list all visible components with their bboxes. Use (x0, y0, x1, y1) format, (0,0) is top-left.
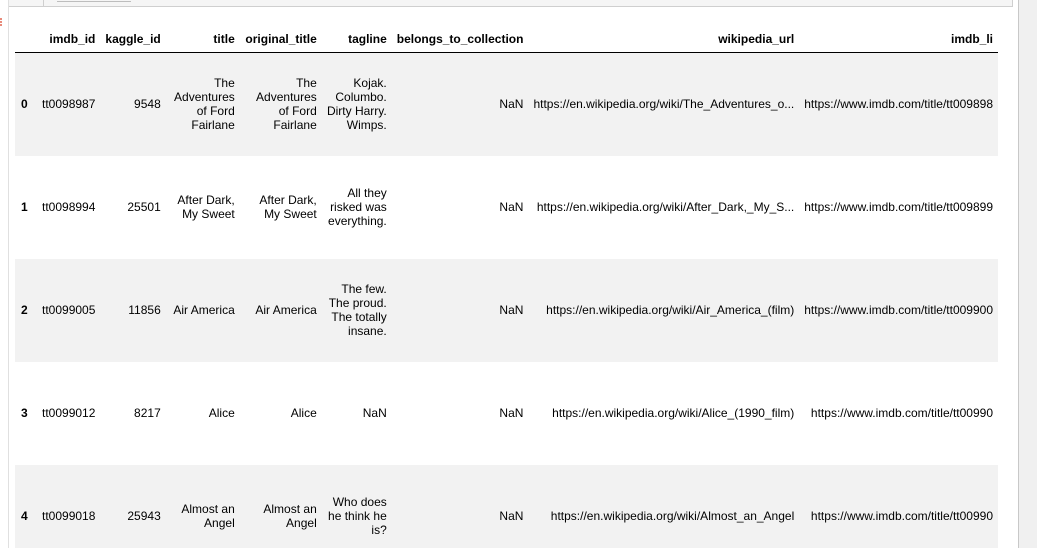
table-row (15, 465, 998, 548)
cell-original-title-text: After Dark, My Sweet (259, 193, 317, 221)
header-index (15, 30, 37, 53)
cell-kaggle-id: 11856 (128, 303, 161, 317)
cell-collection: NaN (499, 97, 524, 112)
cell-original-title-text: Almost an Angel (263, 502, 317, 530)
cell-collection: NaN (499, 303, 524, 317)
cell-wikipedia-url: https://en.wikipedia.org/wiki/Air_America_(film) (546, 303, 795, 317)
cell-title-text: Almost an Angel (181, 502, 235, 530)
cell-wikipedia-url: https://en.wikipedia.org/wiki/Almost_an_Angel (550, 509, 795, 523)
cell-imdb-id: tt0099018 (42, 509, 96, 523)
cell-imdb-link: https://www.imdb.com/title/tt009899 (804, 200, 994, 214)
header-tagline: tagline (322, 30, 392, 53)
cell-title-text: The Adventures of Ford Fairlane (174, 76, 235, 133)
cell-title-text: Alice (208, 406, 235, 420)
header-title: title (166, 30, 240, 53)
table-row (15, 362, 998, 465)
cell-tagline-text: Kojak. Columbo. Dirty Harry. Wimps. (326, 76, 387, 133)
cell-imdb-link: https://www.imdb.com/title/tt009898 (804, 97, 994, 112)
cell-imdb-id: tt0098994 (42, 200, 96, 214)
header-imdb-id: imdb_id (37, 30, 100, 53)
cell-title-text: Air America (173, 303, 235, 317)
header-wikipedia-url: wikipedia_url (528, 30, 799, 53)
cell-title (166, 156, 240, 259)
cell-title (166, 53, 240, 156)
cell-original-title-text: Air America (255, 303, 317, 317)
cell-title-text: After Dark, My Sweet (177, 193, 235, 221)
row-index: 1 (21, 200, 28, 214)
cell-tagline (322, 362, 392, 465)
header-row (15, 30, 998, 53)
dataframe-table (15, 30, 998, 548)
cell-tagline-text: NaN (362, 406, 387, 420)
header-belongs-to-collection: belongs_to_collection (392, 30, 529, 53)
cell-tagline (322, 53, 392, 156)
page-scrollbar[interactable] (1018, 0, 1037, 548)
header-imdb-link: imdb_li (799, 30, 998, 53)
cell-tagline (322, 259, 392, 362)
cell-imdb-link: https://www.imdb.com/title/tt00990 (810, 406, 994, 420)
cell-wikipedia-url: https://en.wikipedia.org/wiki/Alice_(1990_film) (552, 406, 795, 420)
cell-tagline-text: All they risked was everything. (328, 186, 387, 228)
cell-imdb-id: tt0099012 (42, 406, 96, 420)
cell-tagline (322, 156, 392, 259)
table-row (15, 259, 998, 362)
cell-original-title (240, 53, 322, 156)
cell-tagline-text: Who does he think he is? (328, 495, 387, 537)
cell-kaggle-id: 25501 (127, 200, 161, 214)
cell-tagline (322, 465, 392, 548)
cell-collection: NaN (499, 509, 524, 523)
cell-title (166, 465, 240, 548)
dataframe-output[interactable] (15, 0, 1005, 548)
cell-original-title (240, 259, 322, 362)
cell-kaggle-id: 9548 (134, 97, 161, 112)
header-original-title: original_title (240, 30, 322, 53)
cell-original-title (240, 465, 322, 548)
cell-gutter (0, 0, 9, 548)
cell-original-title (240, 362, 322, 465)
cell-title (166, 259, 240, 362)
cell-kaggle-id: 8217 (134, 406, 161, 420)
row-index: 0 (21, 97, 28, 112)
row-index: 3 (21, 406, 28, 420)
cell-imdb-id: tt0098987 (42, 97, 96, 112)
cell-wikipedia-url: https://en.wikipedia.org/wiki/After_Dark,_My_S... (536, 200, 795, 214)
cell-wikipedia-url: https://en.wikipedia.org/wiki/The_Adventures_o... (533, 97, 795, 112)
cell-imdb-id: tt0099005 (42, 303, 96, 317)
cell-original-title-text: The Adventures of Ford Fairlane (256, 76, 317, 133)
cell-imdb-link: https://www.imdb.com/title/tt00990 (810, 509, 994, 523)
cell-original-title (240, 156, 322, 259)
cell-title (166, 362, 240, 465)
row-index: 2 (21, 303, 28, 317)
table-row (15, 53, 998, 156)
row-index: 4 (21, 509, 28, 523)
cell-marker-icon (0, 18, 5, 26)
table-row (15, 156, 998, 259)
header-kaggle-id: kaggle_id (100, 30, 165, 53)
cell-collection: NaN (499, 200, 524, 214)
cell-original-title-text: Alice (290, 406, 317, 420)
cell-tagline-text: The few. The proud. The totally insane. (328, 282, 387, 338)
cell-kaggle-id: 25943 (127, 509, 161, 523)
cell-imdb-link: https://www.imdb.com/title/tt009900 (804, 303, 994, 317)
cell-collection: NaN (499, 406, 524, 420)
